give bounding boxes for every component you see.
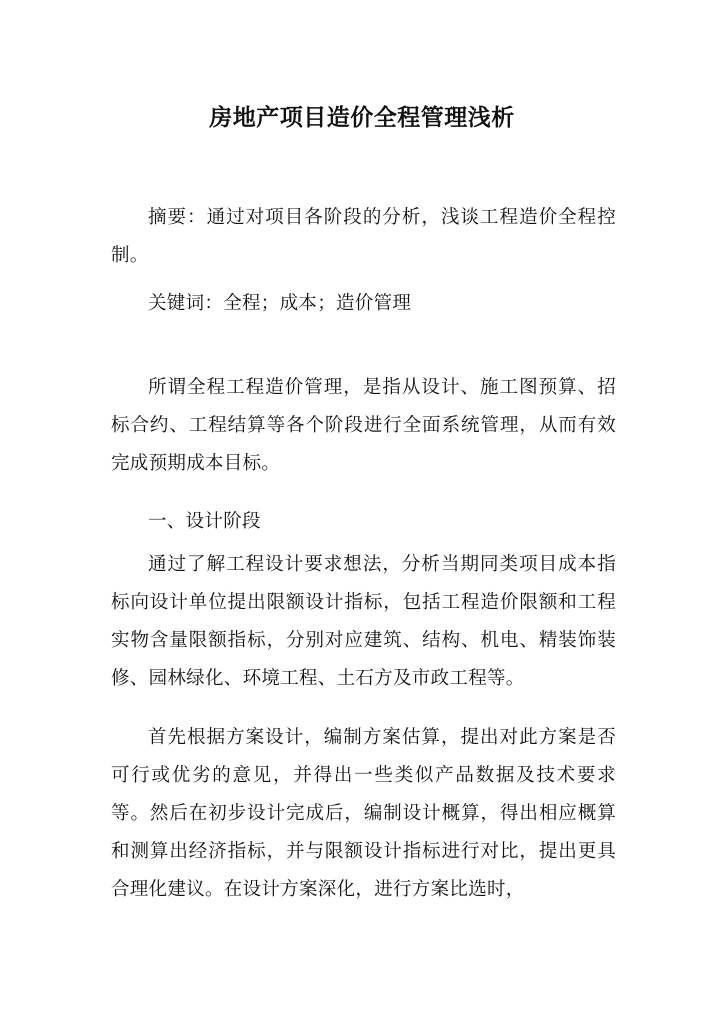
keywords-paragraph: 关键词：全程；成本；造价管理 bbox=[148, 293, 412, 314]
abstract-paragraph: 摘要：通过对项目各阶段的分析，浅谈工程造价全程控制。 bbox=[111, 207, 616, 266]
document-title: 房地产项目造价全程管理浅析 bbox=[209, 105, 515, 131]
design-paragraph-2: 首先根据方案设计，编制方案估算，提出对此方案是否可行或优劣的意见，并得出一些类似产品数据及技术要求等。然后在初步设计完成后，编制设计概算，得出相应概算和测算出经济指标，并与限额设计指标进行对比，提出更具合理化建议。在设计方案深化，进行方案比选时， bbox=[111, 727, 616, 900]
section-heading-design-stage: 一、设计阶段 bbox=[148, 511, 261, 532]
intro-paragraph: 所谓全程工程造价管理，是指从设计、施工图预算、招标合约、工程结算等各个阶段进行全面系统管理，从而有效完成预期成本目标。 bbox=[111, 377, 616, 474]
design-paragraph-1: 通过了解工程设计要求想法，分析当期同类项目成本指标向设计单位提出限额设计指标，包括工程造价限额和工程实物含量限额指标，分别对应建筑、结构、机电、精装饰装修、园林绿化、环境工程、土石方及市政工程等。 bbox=[111, 554, 616, 689]
